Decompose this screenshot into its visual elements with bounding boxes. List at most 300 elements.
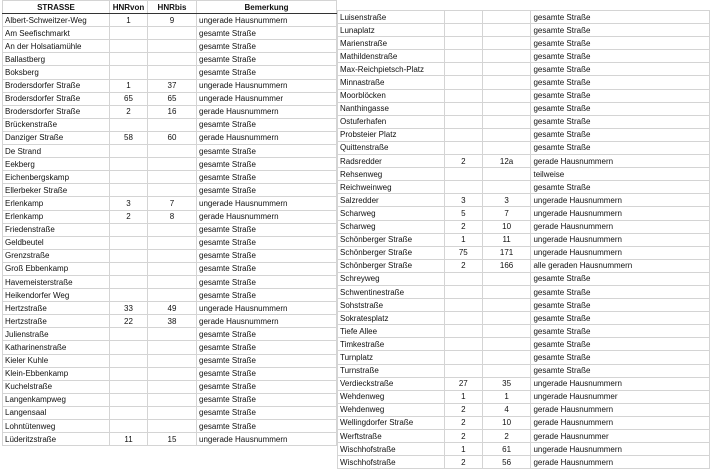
cell-strasse[interactable]: Eekberg	[3, 158, 110, 171]
cell-hnrvon[interactable]	[444, 141, 482, 154]
cell-hnrvon[interactable]	[110, 262, 148, 275]
cell-strasse[interactable]: Turnstraße	[338, 364, 445, 377]
cell-strasse[interactable]: Kuchelstraße	[3, 380, 110, 393]
cell-strasse[interactable]: Wehdenweg	[338, 390, 445, 403]
cell-hnrvon[interactable]	[444, 168, 482, 181]
cell-bemerkung[interactable]: gerade Hausnummern	[531, 456, 710, 469]
cell-strasse[interactable]: De Strand	[3, 145, 110, 158]
cell-strasse[interactable]: Ellerbeker Straße	[3, 184, 110, 197]
cell-strasse[interactable]: Wischhofstraße	[338, 443, 445, 456]
cell-hnrvon[interactable]	[444, 102, 482, 115]
cell-bemerkung[interactable]: gesamte Straße	[531, 115, 710, 128]
cell-hnrbis[interactable]	[148, 158, 197, 171]
cell-hnrvon[interactable]	[110, 27, 148, 40]
cell-strasse[interactable]: Julienstraße	[3, 328, 110, 341]
cell-hnrvon[interactable]	[110, 236, 148, 249]
cell-hnrvon[interactable]	[444, 128, 482, 141]
table-row	[3, 158, 337, 171]
cell-bemerkung[interactable]: gerade Hausnummern	[531, 220, 710, 233]
cell-hnrvon[interactable]: 11	[110, 433, 148, 446]
cell-hnrbis[interactable]	[148, 223, 197, 236]
cell-strasse[interactable]: Ostuferhafen	[338, 115, 445, 128]
cell-bemerkung[interactable]: ungerade Hausnummern	[197, 197, 337, 210]
cell-hnrvon[interactable]	[444, 115, 482, 128]
cell-strasse[interactable]: Probsteier Platz	[338, 128, 445, 141]
cell-hnrbis[interactable]: 15	[148, 433, 197, 446]
cell-bemerkung[interactable]: gesamte Straße	[197, 66, 337, 79]
cell-hnrbis[interactable]: 12a	[482, 155, 531, 168]
cell-hnrbis[interactable]	[148, 380, 197, 393]
cell-hnrvon[interactable]: 3	[110, 197, 148, 210]
cell-hnrbis[interactable]	[148, 249, 197, 262]
cell-bemerkung[interactable]: ungerade Hausnummern	[531, 194, 710, 207]
cell-bemerkung[interactable]: gesamte Straße	[531, 50, 710, 63]
cell-hnrbis[interactable]: 49	[148, 302, 197, 315]
cell-bemerkung[interactable]: gesamte Straße	[197, 289, 337, 302]
cell-hnrvon[interactable]: 2	[444, 220, 482, 233]
cell-hnrvon[interactable]	[444, 76, 482, 89]
cell-hnrbis[interactable]	[482, 11, 531, 24]
cell-strasse[interactable]: Wischhofstraße	[338, 456, 445, 469]
cell-hnrvon[interactable]	[444, 181, 482, 194]
cell-strasse[interactable]: Havemeisterstraße	[3, 275, 110, 288]
cell-hnrbis[interactable]: 11	[482, 233, 531, 246]
cell-strasse[interactable]: Radsredder	[338, 155, 445, 168]
table-row	[3, 131, 337, 144]
cell-hnrvon[interactable]: 1	[444, 233, 482, 246]
table-row	[3, 328, 337, 341]
cell-bemerkung[interactable]: gesamte Straße	[197, 406, 337, 419]
cell-hnrbis[interactable]: 2	[482, 430, 531, 443]
cell-hnrvon[interactable]	[110, 420, 148, 433]
cell-bemerkung[interactable]: gesamte Straße	[197, 393, 337, 406]
cell-strasse[interactable]: Kieler Kuhle	[3, 354, 110, 367]
cell-strasse[interactable]: Verdieckstraße	[338, 377, 445, 390]
cell-hnrbis[interactable]	[148, 275, 197, 288]
table-row	[338, 377, 710, 390]
cell-bemerkung[interactable]: gerade Hausnummer	[531, 430, 710, 443]
cell-strasse[interactable]: Brodersdorfer Straße	[3, 79, 110, 92]
cell-hnrvon[interactable]: 1	[110, 79, 148, 92]
cell-hnrbis[interactable]	[148, 289, 197, 302]
cell-bemerkung[interactable]: gesamte Straße	[197, 341, 337, 354]
cell-bemerkung[interactable]: gesamte Straße	[197, 171, 337, 184]
cell-hnrvon[interactable]	[444, 50, 482, 63]
cell-bemerkung[interactable]: ungerade Hausnummern	[531, 443, 710, 456]
cell-bemerkung[interactable]: gesamte Straße	[531, 37, 710, 50]
cell-hnrbis[interactable]	[148, 367, 197, 380]
cell-bemerkung[interactable]: gerade Hausnummern	[197, 315, 337, 328]
cell-strasse[interactable]: Geldbeutel	[3, 236, 110, 249]
cell-strasse[interactable]: Schreyweg	[338, 272, 445, 285]
cell-hnrbis[interactable]	[482, 364, 531, 377]
cell-hnrbis[interactable]: 16	[148, 105, 197, 118]
cell-hnrbis[interactable]	[482, 338, 531, 351]
cell-bemerkung[interactable]: gesamte Straße	[531, 76, 710, 89]
cell-hnrvon[interactable]	[110, 393, 148, 406]
cell-bemerkung[interactable]: gesamte Straße	[197, 420, 337, 433]
cell-hnrbis[interactable]	[482, 325, 531, 338]
cell-bemerkung[interactable]: ungerade Hausnummer	[531, 390, 710, 403]
cell-bemerkung[interactable]: gesamte Straße	[197, 40, 337, 53]
cell-bemerkung[interactable]: alle geraden Hausnummern	[531, 259, 710, 272]
column-header-hnrvon[interactable]: HNRvon	[110, 1, 148, 14]
cell-hnrvon[interactable]	[110, 118, 148, 131]
cell-strasse[interactable]: Grenzstraße	[3, 249, 110, 262]
cell-hnrbis[interactable]: 61	[482, 443, 531, 456]
cell-strasse[interactable]: Max-Reichpietsch-Platz	[338, 63, 445, 76]
cell-strasse[interactable]: Langenkampweg	[3, 393, 110, 406]
cell-hnrvon[interactable]	[444, 312, 482, 325]
table-row	[338, 24, 710, 37]
cell-strasse[interactable]: Brodersdorfer Straße	[3, 92, 110, 105]
cell-bemerkung[interactable]: gesamte Straße	[531, 285, 710, 298]
cell-bemerkung[interactable]: ungerade Hausnummern	[197, 14, 337, 27]
cell-bemerkung[interactable]: gesamte Straße	[531, 364, 710, 377]
cell-hnrbis[interactable]: 60	[148, 131, 197, 144]
cell-strasse[interactable]: Scharweg	[338, 207, 445, 220]
cell-hnrbis[interactable]	[148, 262, 197, 275]
cell-bemerkung[interactable]: ungerade Hausnummer	[197, 92, 337, 105]
cell-hnrbis[interactable]	[148, 27, 197, 40]
cell-bemerkung[interactable]: gesamte Straße	[197, 236, 337, 249]
cell-hnrbis[interactable]: 9	[148, 14, 197, 27]
cell-hnrvon[interactable]: 2	[444, 416, 482, 429]
cell-bemerkung[interactable]: gesamte Straße	[531, 89, 710, 102]
cell-hnrvon[interactable]	[444, 325, 482, 338]
cell-hnrbis[interactable]	[482, 141, 531, 154]
cell-strasse[interactable]: Schönberger Straße	[338, 259, 445, 272]
cell-hnrbis[interactable]: 3	[482, 194, 531, 207]
cell-hnrbis[interactable]: 4	[482, 403, 531, 416]
cell-bemerkung[interactable]: gesamte Straße	[197, 53, 337, 66]
cell-bemerkung[interactable]: gesamte Straße	[531, 141, 710, 154]
cell-strasse[interactable]: Langensaal	[3, 406, 110, 419]
cell-bemerkung[interactable]: ungerade Hausnummern	[531, 377, 710, 390]
cell-strasse[interactable]: Reichweinweg	[338, 181, 445, 194]
table-row	[3, 210, 337, 223]
cell-bemerkung[interactable]: gesamte Straße	[531, 102, 710, 115]
cell-strasse[interactable]: Schwentinestraße	[338, 285, 445, 298]
table-row	[3, 53, 337, 66]
cell-hnrbis[interactable]	[482, 285, 531, 298]
cell-hnrvon[interactable]	[444, 24, 482, 37]
cell-hnrbis[interactable]	[482, 76, 531, 89]
table-row	[3, 197, 337, 210]
cell-hnrbis[interactable]: 1	[482, 390, 531, 403]
cell-strasse[interactable]: Salzredder	[338, 194, 445, 207]
table-row	[338, 89, 710, 102]
cell-hnrvon[interactable]	[110, 341, 148, 354]
cell-hnrbis[interactable]	[482, 312, 531, 325]
spreadsheet-table-left	[2, 0, 337, 446]
cell-hnrvon[interactable]: 1	[444, 390, 482, 403]
cell-bemerkung[interactable]: gesamte Straße	[197, 158, 337, 171]
cell-hnrbis[interactable]	[482, 37, 531, 50]
cell-hnrbis[interactable]: 8	[148, 210, 197, 223]
cell-hnrvon[interactable]	[444, 299, 482, 312]
cell-strasse[interactable]: Wellingdorfer Straße	[338, 416, 445, 429]
cell-hnrvon[interactable]	[110, 145, 148, 158]
cell-hnrvon[interactable]: 1	[444, 443, 482, 456]
cell-hnrvon[interactable]	[110, 354, 148, 367]
cell-hnrbis[interactable]: 7	[482, 207, 531, 220]
cell-strasse[interactable]: Erlenkamp	[3, 197, 110, 210]
cell-bemerkung[interactable]: gesamte Straße	[531, 312, 710, 325]
table-row	[3, 236, 337, 249]
cell-strasse[interactable]: Mathildenstraße	[338, 50, 445, 63]
cell-hnrvon[interactable]	[110, 289, 148, 302]
cell-bemerkung[interactable]: gesamte Straße	[197, 184, 337, 197]
cell-strasse[interactable]: Brodersdorfer Straße	[3, 105, 110, 118]
cell-bemerkung[interactable]: gesamte Straße	[531, 11, 710, 24]
cell-hnrbis[interactable]	[148, 66, 197, 79]
cell-strasse[interactable]: Lunaplatz	[338, 24, 445, 37]
cell-hnrvon[interactable]	[444, 272, 482, 285]
cell-hnrvon[interactable]: 75	[444, 246, 482, 259]
cell-bemerkung[interactable]: gesamte Straße	[531, 181, 710, 194]
cell-bemerkung[interactable]: gesamte Straße	[531, 325, 710, 338]
cell-bemerkung[interactable]: ungerade Hausnummern	[531, 246, 710, 259]
cell-hnrbis[interactable]	[482, 272, 531, 285]
cell-hnrvon[interactable]	[110, 223, 148, 236]
cell-hnrvon[interactable]: 2	[444, 456, 482, 469]
cell-strasse[interactable]: Brückenstraße	[3, 118, 110, 131]
cell-bemerkung[interactable]: gesamte Straße	[531, 351, 710, 364]
cell-bemerkung[interactable]: teilweise	[531, 168, 710, 181]
cell-hnrbis[interactable]: 166	[482, 259, 531, 272]
cell-bemerkung[interactable]: ungerade Hausnummern	[197, 433, 337, 446]
cell-strasse[interactable]: Timkestraße	[338, 338, 445, 351]
table-row	[338, 155, 710, 168]
cell-hnrbis[interactable]	[482, 50, 531, 63]
cell-strasse[interactable]: An der Holsatiamühle	[3, 40, 110, 53]
cell-hnrvon[interactable]	[110, 249, 148, 262]
cell-hnrvon[interactable]: 1	[110, 14, 148, 27]
cell-bemerkung[interactable]: gesamte Straße	[531, 299, 710, 312]
cell-bemerkung[interactable]: gerade Hausnummern	[197, 210, 337, 223]
cell-hnrbis[interactable]	[148, 118, 197, 131]
cell-hnrvon[interactable]: 2	[110, 105, 148, 118]
cell-strasse[interactable]: Quittenstraße	[338, 141, 445, 154]
cell-strasse[interactable]: Wehdenweg	[338, 403, 445, 416]
cell-hnrbis[interactable]	[148, 171, 197, 184]
table-row	[3, 92, 337, 105]
cell-hnrbis[interactable]	[482, 115, 531, 128]
cell-bemerkung[interactable]: ungerade Hausnummern	[197, 79, 337, 92]
column-header-strasse[interactable]: STRASSE	[3, 1, 110, 14]
cell-hnrbis[interactable]	[482, 89, 531, 102]
table-row	[3, 79, 337, 92]
cell-bemerkung[interactable]: gerade Hausnummern	[531, 403, 710, 416]
cell-hnrvon[interactable]: 27	[444, 377, 482, 390]
cell-hnrbis[interactable]	[148, 328, 197, 341]
table-row	[338, 246, 710, 259]
cell-hnrvon[interactable]: 5	[444, 207, 482, 220]
cell-hnrbis[interactable]	[482, 63, 531, 76]
cell-bemerkung[interactable]: gesamte Straße	[197, 118, 337, 131]
cell-strasse[interactable]: Sohststraße	[338, 299, 445, 312]
cell-strasse[interactable]: Katharinenstraße	[3, 341, 110, 354]
cell-hnrvon[interactable]	[444, 285, 482, 298]
cell-strasse[interactable]: Hertzstraße	[3, 315, 110, 328]
cell-hnrvon[interactable]	[110, 171, 148, 184]
table-row	[3, 223, 337, 236]
cell-hnrvon[interactable]	[444, 351, 482, 364]
cell-hnrbis[interactable]	[148, 40, 197, 53]
cell-hnrvon[interactable]	[110, 328, 148, 341]
cell-hnrbis[interactable]	[148, 145, 197, 158]
cell-bemerkung[interactable]: gesamte Straße	[197, 354, 337, 367]
cell-bemerkung[interactable]: gesamte Straße	[531, 272, 710, 285]
cell-hnrvon[interactable]: 2	[444, 155, 482, 168]
cell-bemerkung[interactable]: gerade Hausnummern	[197, 131, 337, 144]
cell-bemerkung[interactable]: ungerade Hausnummern	[531, 207, 710, 220]
cell-strasse[interactable]: Erlenkamp	[3, 210, 110, 223]
cell-hnrvon[interactable]: 3	[444, 194, 482, 207]
cell-strasse[interactable]: Hertzstraße	[3, 302, 110, 315]
cell-strasse[interactable]: Danziger Straße	[3, 131, 110, 144]
cell-hnrbis[interactable]	[148, 341, 197, 354]
cell-hnrbis[interactable]	[482, 102, 531, 115]
cell-hnrbis[interactable]: 35	[482, 377, 531, 390]
cell-strasse[interactable]: Rehsenweg	[338, 168, 445, 181]
cell-strasse[interactable]: Lüderitzstraße	[3, 433, 110, 446]
cell-strasse[interactable]: Ballastberg	[3, 53, 110, 66]
cell-hnrvon[interactable]: 33	[110, 302, 148, 315]
cell-strasse[interactable]: Am Seefischmarkt	[3, 27, 110, 40]
cell-hnrbis[interactable]	[148, 53, 197, 66]
cell-hnrbis[interactable]	[482, 168, 531, 181]
cell-hnrbis[interactable]	[148, 393, 197, 406]
cell-strasse[interactable]: Nanthingasse	[338, 102, 445, 115]
cell-bemerkung[interactable]: gesamte Straße	[197, 27, 337, 40]
cell-strasse[interactable]: Turnplatz	[338, 351, 445, 364]
cell-hnrbis[interactable]	[482, 181, 531, 194]
cell-bemerkung[interactable]: gesamte Straße	[197, 249, 337, 262]
cell-strasse[interactable]: Klein-Ebbenkamp	[3, 367, 110, 380]
cell-bemerkung[interactable]: gerade Hausnummern	[531, 155, 710, 168]
cell-hnrvon[interactable]	[110, 380, 148, 393]
cell-hnrbis[interactable]	[148, 184, 197, 197]
cell-hnrvon[interactable]	[110, 406, 148, 419]
table-row	[338, 299, 710, 312]
cell-strasse[interactable]: Tiefe Allee	[338, 325, 445, 338]
table-row	[338, 259, 710, 272]
cell-bemerkung[interactable]: gesamte Straße	[197, 380, 337, 393]
cell-strasse[interactable]: Moorblöcken	[338, 89, 445, 102]
cell-hnrbis[interactable]	[482, 24, 531, 37]
cell-hnrbis[interactable]	[148, 420, 197, 433]
cell-bemerkung[interactable]: ungerade Hausnummern	[197, 302, 337, 315]
cell-bemerkung[interactable]: gesamte Straße	[531, 128, 710, 141]
cell-strasse[interactable]: Scharweg	[338, 220, 445, 233]
cell-strasse[interactable]: Eichenbergskamp	[3, 171, 110, 184]
cell-hnrbis[interactable]: 38	[148, 315, 197, 328]
cell-bemerkung[interactable]: gesamte Straße	[197, 223, 337, 236]
cell-hnrbis[interactable]: 37	[148, 79, 197, 92]
cell-strasse[interactable]: Albert-Schweitzer-Weg	[3, 14, 110, 27]
cell-hnrvon[interactable]: 2	[110, 210, 148, 223]
cell-bemerkung[interactable]: gesamte Straße	[197, 328, 337, 341]
cell-hnrvon[interactable]	[110, 53, 148, 66]
cell-hnrbis[interactable]: 10	[482, 220, 531, 233]
cell-hnrvon[interactable]: 2	[444, 403, 482, 416]
cell-hnrbis[interactable]	[148, 406, 197, 419]
cell-hnrvon[interactable]	[110, 66, 148, 79]
cell-hnrvon[interactable]	[444, 11, 482, 24]
cell-hnrbis[interactable]: 10	[482, 416, 531, 429]
cell-bemerkung[interactable]: gesamte Straße	[197, 262, 337, 275]
cell-bemerkung[interactable]: gerade Hausnummern	[531, 416, 710, 429]
cell-hnrbis[interactable]	[482, 128, 531, 141]
table-row	[3, 262, 337, 275]
cell-hnrbis[interactable]	[482, 299, 531, 312]
cell-hnrvon[interactable]	[110, 275, 148, 288]
cell-strasse[interactable]: Friedenstraße	[3, 223, 110, 236]
cell-hnrbis[interactable]: 56	[482, 456, 531, 469]
cell-hnrbis[interactable]	[482, 351, 531, 364]
cell-strasse[interactable]: Luisenstraße	[338, 11, 445, 24]
table-row	[3, 27, 337, 40]
cell-hnrvon[interactable]: 2	[444, 259, 482, 272]
cell-bemerkung[interactable]: gesamte Straße	[531, 338, 710, 351]
cell-hnrvon[interactable]	[444, 89, 482, 102]
cell-bemerkung[interactable]: gesamte Straße	[197, 145, 337, 158]
column-header-hnrbis[interactable]: HNRbis	[148, 1, 197, 14]
cell-bemerkung[interactable]: gesamte Straße	[531, 24, 710, 37]
cell-strasse[interactable]: Schönberger Straße	[338, 246, 445, 259]
table-row	[3, 420, 337, 433]
cell-hnrbis[interactable]: 65	[148, 92, 197, 105]
cell-bemerkung[interactable]: gesamte Straße	[531, 63, 710, 76]
cell-strasse[interactable]: Schönberger Straße	[338, 233, 445, 246]
cell-strasse[interactable]: Marienstraße	[338, 37, 445, 50]
cell-hnrbis[interactable]	[148, 236, 197, 249]
cell-bemerkung[interactable]: gesamte Straße	[197, 275, 337, 288]
cell-hnrvon[interactable]	[110, 184, 148, 197]
table-row	[338, 351, 710, 364]
table-row	[3, 341, 337, 354]
cell-hnrvon[interactable]	[110, 158, 148, 171]
cell-strasse[interactable]: Lohntütenweg	[3, 420, 110, 433]
cell-hnrvon[interactable]	[444, 338, 482, 351]
cell-strasse[interactable]: Sokratesplatz	[338, 312, 445, 325]
cell-strasse[interactable]: Heikendorfer Weg	[3, 289, 110, 302]
cell-hnrvon[interactable]	[110, 40, 148, 53]
cell-hnrvon[interactable]: 58	[110, 131, 148, 144]
cell-hnrbis[interactable]: 171	[482, 246, 531, 259]
cell-strasse[interactable]: Werftstraße	[338, 430, 445, 443]
cell-bemerkung[interactable]: gesamte Straße	[197, 367, 337, 380]
cell-hnrvon[interactable]	[444, 364, 482, 377]
cell-bemerkung[interactable]: ungerade Hausnummern	[531, 233, 710, 246]
cell-hnrvon[interactable]	[444, 63, 482, 76]
cell-hnrvon[interactable]	[444, 37, 482, 50]
column-header-bemerkung[interactable]: Bemerkung	[197, 1, 337, 14]
cell-strasse[interactable]: Groß Ebbenkamp	[3, 262, 110, 275]
cell-bemerkung[interactable]: gerade Hausnummern	[197, 105, 337, 118]
cell-hnrvon[interactable]: 22	[110, 315, 148, 328]
cell-hnrbis[interactable]: 7	[148, 197, 197, 210]
cell-hnrbis[interactable]	[148, 354, 197, 367]
table-row	[3, 406, 337, 419]
cell-hnrvon[interactable]: 2	[444, 430, 482, 443]
cell-hnrvon[interactable]	[110, 367, 148, 380]
cell-hnrvon[interactable]: 65	[110, 92, 148, 105]
cell-strasse[interactable]: Minnastraße	[338, 76, 445, 89]
cell-strasse[interactable]: Boksberg	[3, 66, 110, 79]
